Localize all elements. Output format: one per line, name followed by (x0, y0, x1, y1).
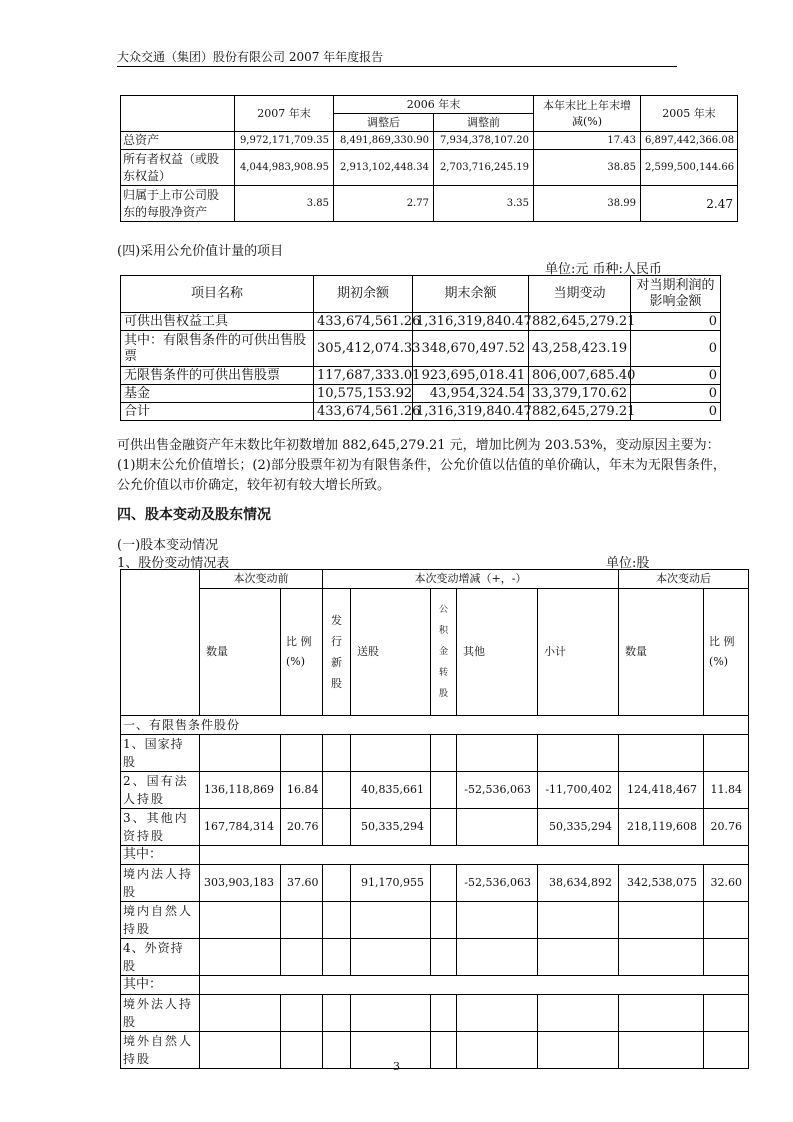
header-blank-cell (121, 570, 200, 716)
row-label: 归属于上市公司股东的每股净资产 (121, 186, 235, 222)
cell-pct-after (704, 1032, 749, 1069)
cell-bonus: 91,170,955 (351, 865, 431, 902)
cell-pct-before (281, 902, 323, 939)
section-label: 一、有限售条件股份 (121, 716, 749, 735)
cell-qty-after: 124,418,467 (619, 772, 704, 809)
cell-2007: 4,044,983,908.95 (235, 150, 334, 186)
row-label: 基金 (121, 385, 314, 403)
table-row (121, 1032, 749, 1069)
table-header-row (121, 276, 721, 313)
row-label: 境内法人持股 (121, 865, 200, 902)
cell-bonus: 40,835,661 (351, 772, 431, 809)
col-header-reserve: 公积金转股 (431, 589, 457, 716)
cell-other: -52,536,063 (457, 865, 538, 902)
table-row (121, 865, 749, 902)
cell-new-issue (323, 735, 351, 772)
table-row (121, 367, 721, 385)
cell-qty-after (619, 939, 704, 976)
cell-reserve (431, 939, 457, 976)
cell-qty-before (200, 735, 281, 772)
cell-2007: 3.85 (235, 186, 334, 222)
cell-other (457, 939, 538, 976)
cell-2006-before: 2,703,716,245.19 (434, 150, 534, 186)
cell-qty-after (619, 902, 704, 939)
cell-pct-before: 37.60 (281, 865, 323, 902)
fair-value-explanation: 可供出售金融资产年末数比年初数增加 882,645,279.21 元，增加比例为 203.53%，变动原因主要为：(1)期末公允价值增长；(2)部分股票年初为有限售条件，公允价值以估值的单价确认，年末为无限售条件，公允价值以市价确定，较年初有较大增长所致。 (117, 438, 726, 493)
cell-pct-before: 16.84 (281, 772, 323, 809)
cell-pct-after (704, 995, 749, 1032)
cell-qty-after: 342,538,075 (619, 865, 704, 902)
table-row (121, 385, 721, 403)
cell-2006-before: 3.35 (434, 186, 534, 222)
row-label: 1、国家持股 (121, 735, 200, 772)
cell-other (457, 809, 538, 846)
row-label: 4、外资持股 (121, 939, 200, 976)
cell-pct-after (704, 939, 749, 976)
cell-change: 806,007,685.40 (529, 367, 631, 385)
share-section-heading: 四、股本变动及股东情况 (117, 507, 271, 523)
col-header-2006-adjusted: 调整后 (334, 114, 434, 132)
cell-new-issue (323, 939, 351, 976)
row-label: 其中：有限售条件的可供出售股票 (121, 331, 314, 367)
cell-closing: 1,316,319,840.47 (413, 313, 529, 331)
fair-value-unit-note: 单位:元 币种:人民币 (545, 262, 662, 277)
table-row (121, 186, 738, 222)
cell-opening: 433,674,561.26 (314, 313, 413, 331)
table-row (121, 313, 721, 331)
cell-qty-before: 303,903,183 (200, 865, 281, 902)
cell-closing: 348,670,497.52 (413, 331, 529, 367)
col-header-2007: 2007 年末 (235, 96, 334, 132)
table-section-row (121, 976, 749, 995)
table-row (121, 132, 738, 150)
merged-empty-cell (200, 976, 749, 995)
cell-new-issue (323, 809, 351, 846)
cell-qty-before: 136,118,869 (200, 772, 281, 809)
col-header-2006: 2006 年末 (334, 96, 534, 114)
cell-2006-before: 7,934,378,107.20 (434, 132, 534, 150)
cell-subtotal (538, 995, 619, 1032)
header-blank-cell (121, 96, 235, 132)
cell-pct-before (281, 939, 323, 976)
cell-other (457, 1032, 538, 1069)
cell-pct-after: 20.76 (704, 809, 749, 846)
cell-2005: 2.47 (641, 186, 738, 222)
cell-other (457, 735, 538, 772)
share-table-title: 1、股份变动情况表 (117, 556, 230, 571)
cell-2006-adjusted: 2.77 (334, 186, 434, 222)
cell-pct-before (281, 735, 323, 772)
cell-change: 33,379,170.62 (529, 385, 631, 403)
col-header-pct-after: 比 例 (%) (704, 589, 749, 716)
cell-opening: 433,674,561.26 (314, 403, 413, 421)
cell-profit-impact: 0 (631, 367, 721, 385)
row-label: 无限售条件的可供出售股票 (121, 367, 314, 385)
row-label: 境外自然人持股 (121, 1032, 200, 1069)
cell-reserve (431, 772, 457, 809)
cell-bonus: 50,335,294 (351, 809, 431, 846)
col-header-2006-before: 调整前 (434, 114, 534, 132)
table-row-total (121, 403, 721, 421)
table-row (121, 809, 749, 846)
cell-reserve (431, 865, 457, 902)
cell-reserve (431, 995, 457, 1032)
share-subheading: (一)股本变动情况 (117, 538, 219, 553)
cell-subtotal (538, 1032, 619, 1069)
cell-bonus (351, 939, 431, 976)
cell-pct-after: 32.60 (704, 865, 749, 902)
table-header-row (121, 96, 738, 114)
cell-pct-before (281, 995, 323, 1032)
col-header-change: 当期变动 (529, 276, 631, 313)
cell-pct-after: 11.84 (704, 772, 749, 809)
cell-reserve (431, 902, 457, 939)
table-row (121, 331, 721, 367)
col-header-closing: 期末余额 (413, 276, 529, 313)
merged-empty-cell (200, 846, 749, 865)
table-column-header-row (121, 589, 749, 716)
cell-change: 43,258,423.19 (529, 331, 631, 367)
cell-qty-after: 218,119,608 (619, 809, 704, 846)
cell-bonus (351, 1032, 431, 1069)
share-unit-note: 单位:股 (606, 556, 650, 571)
col-header-new-issue: 发行新股 (323, 589, 351, 716)
cell-qty-before: 167,784,314 (200, 809, 281, 846)
share-change-table (120, 569, 749, 1069)
cell-closing: 43,954,324.54 (413, 385, 529, 403)
col-header-bonus: 送股 (351, 589, 431, 716)
cell-opening: 117,687,333.01 (314, 367, 413, 385)
col-header-profit-impact: 对当期利润的影响金额 (631, 276, 721, 313)
cell-closing: 1,316,319,840.47 (413, 403, 529, 421)
cell-qty-after (619, 735, 704, 772)
cell-change: 882,645,279.21 (529, 403, 631, 421)
cell-2006-adjusted: 2,913,102,448.34 (334, 150, 434, 186)
row-label: 合计 (121, 403, 314, 421)
page-number: 3 (393, 1060, 400, 1073)
col-header-other: 其他 (457, 589, 538, 716)
cell-new-issue (323, 865, 351, 902)
cell-pct-after (704, 735, 749, 772)
cell-profit-impact: 0 (631, 313, 721, 331)
table-group-header-row (121, 570, 749, 589)
cell-new-issue (323, 772, 351, 809)
row-label: 总资产 (121, 132, 235, 150)
cell-new-issue (323, 902, 351, 939)
cell-bonus (351, 995, 431, 1032)
cell-closing: 923,695,018.41 (413, 367, 529, 385)
col-header-change: 本年末比上年末增减(%) (534, 96, 641, 132)
group-header-after: 本次变动后 (619, 570, 749, 589)
table-row (121, 995, 749, 1032)
table-section-row (121, 716, 749, 735)
cell-other (457, 902, 538, 939)
cell-2006-adjusted: 8,491,869,330.90 (334, 132, 434, 150)
cell-qty-before (200, 939, 281, 976)
table-row (121, 939, 749, 976)
cell-reserve (431, 735, 457, 772)
group-header-change: 本次变动增减（+，-） (323, 570, 619, 589)
cell-change: 17.43 (534, 132, 641, 150)
cell-subtotal: 50,335,294 (538, 809, 619, 846)
cell-subtotal (538, 902, 619, 939)
cell-subtotal: -11,700,402 (538, 772, 619, 809)
cell-pct-before (281, 1032, 323, 1069)
summary-financials-table (120, 95, 738, 222)
cell-opening: 305,412,074.33 (314, 331, 413, 367)
cell-change: 38.99 (534, 186, 641, 222)
table-row (121, 772, 749, 809)
cell-2005: 2,599,500,144.66 (641, 150, 738, 186)
col-header-2005: 2005 年末 (641, 96, 738, 132)
cell-pct-before: 20.76 (281, 809, 323, 846)
table-row (121, 735, 749, 772)
cell-subtotal (538, 939, 619, 976)
row-label: 可供出售权益工具 (121, 313, 314, 331)
col-header-qty-before: 数量 (200, 589, 281, 716)
cell-reserve (431, 1032, 457, 1069)
cell-bonus (351, 735, 431, 772)
cell-new-issue (323, 1032, 351, 1069)
col-header-pct-before: 比 例 (%) (281, 589, 323, 716)
cell-2007: 9,972,171,709.35 (235, 132, 334, 150)
col-header-name: 项目名称 (121, 276, 314, 313)
row-label: 其中： (121, 976, 200, 995)
cell-qty-before (200, 1032, 281, 1069)
cell-bonus (351, 902, 431, 939)
row-label: 境外法人持股 (121, 995, 200, 1032)
cell-reserve (431, 809, 457, 846)
cell-subtotal (538, 735, 619, 772)
cell-subtotal: 38,634,892 (538, 865, 619, 902)
col-header-opening: 期初余额 (314, 276, 413, 313)
cell-qty-before (200, 995, 281, 1032)
cell-profit-impact: 0 (631, 331, 721, 367)
cell-qty-after (619, 1032, 704, 1069)
cell-qty-before (200, 902, 281, 939)
cell-pct-after (704, 902, 749, 939)
table-section-row (121, 846, 749, 865)
row-label: 3、其他内资持股 (121, 809, 200, 846)
fair-value-section-title: (四)采用公允价值计量的项目 (117, 244, 284, 259)
cell-opening: 10,575,153.92 (314, 385, 413, 403)
row-label: 其中： (121, 846, 200, 865)
cell-change: 882,645,279.21 (529, 313, 631, 331)
col-header-subtotal: 小计 (538, 589, 619, 716)
header-divider (117, 66, 677, 67)
row-label: 境内自然人持股 (121, 902, 200, 939)
report-header: 大众交通（集团）股份有限公司 2007 年年度报告 (117, 50, 384, 64)
cell-profit-impact: 0 (631, 385, 721, 403)
cell-new-issue (323, 995, 351, 1032)
fair-value-table (120, 275, 721, 421)
cell-2005: 6,897,442,366.08 (641, 132, 738, 150)
row-label: 所有者权益（或股东权益） (121, 150, 235, 186)
cell-other: -52,536,063 (457, 772, 538, 809)
cell-qty-after (619, 995, 704, 1032)
group-header-before: 本次变动前 (200, 570, 323, 589)
col-header-qty-after: 数量 (619, 589, 704, 716)
cell-profit-impact: 0 (631, 403, 721, 421)
table-row (121, 150, 738, 186)
cell-change: 38.85 (534, 150, 641, 186)
row-label: 2、国有法人持股 (121, 772, 200, 809)
cell-other (457, 995, 538, 1032)
table-row (121, 902, 749, 939)
